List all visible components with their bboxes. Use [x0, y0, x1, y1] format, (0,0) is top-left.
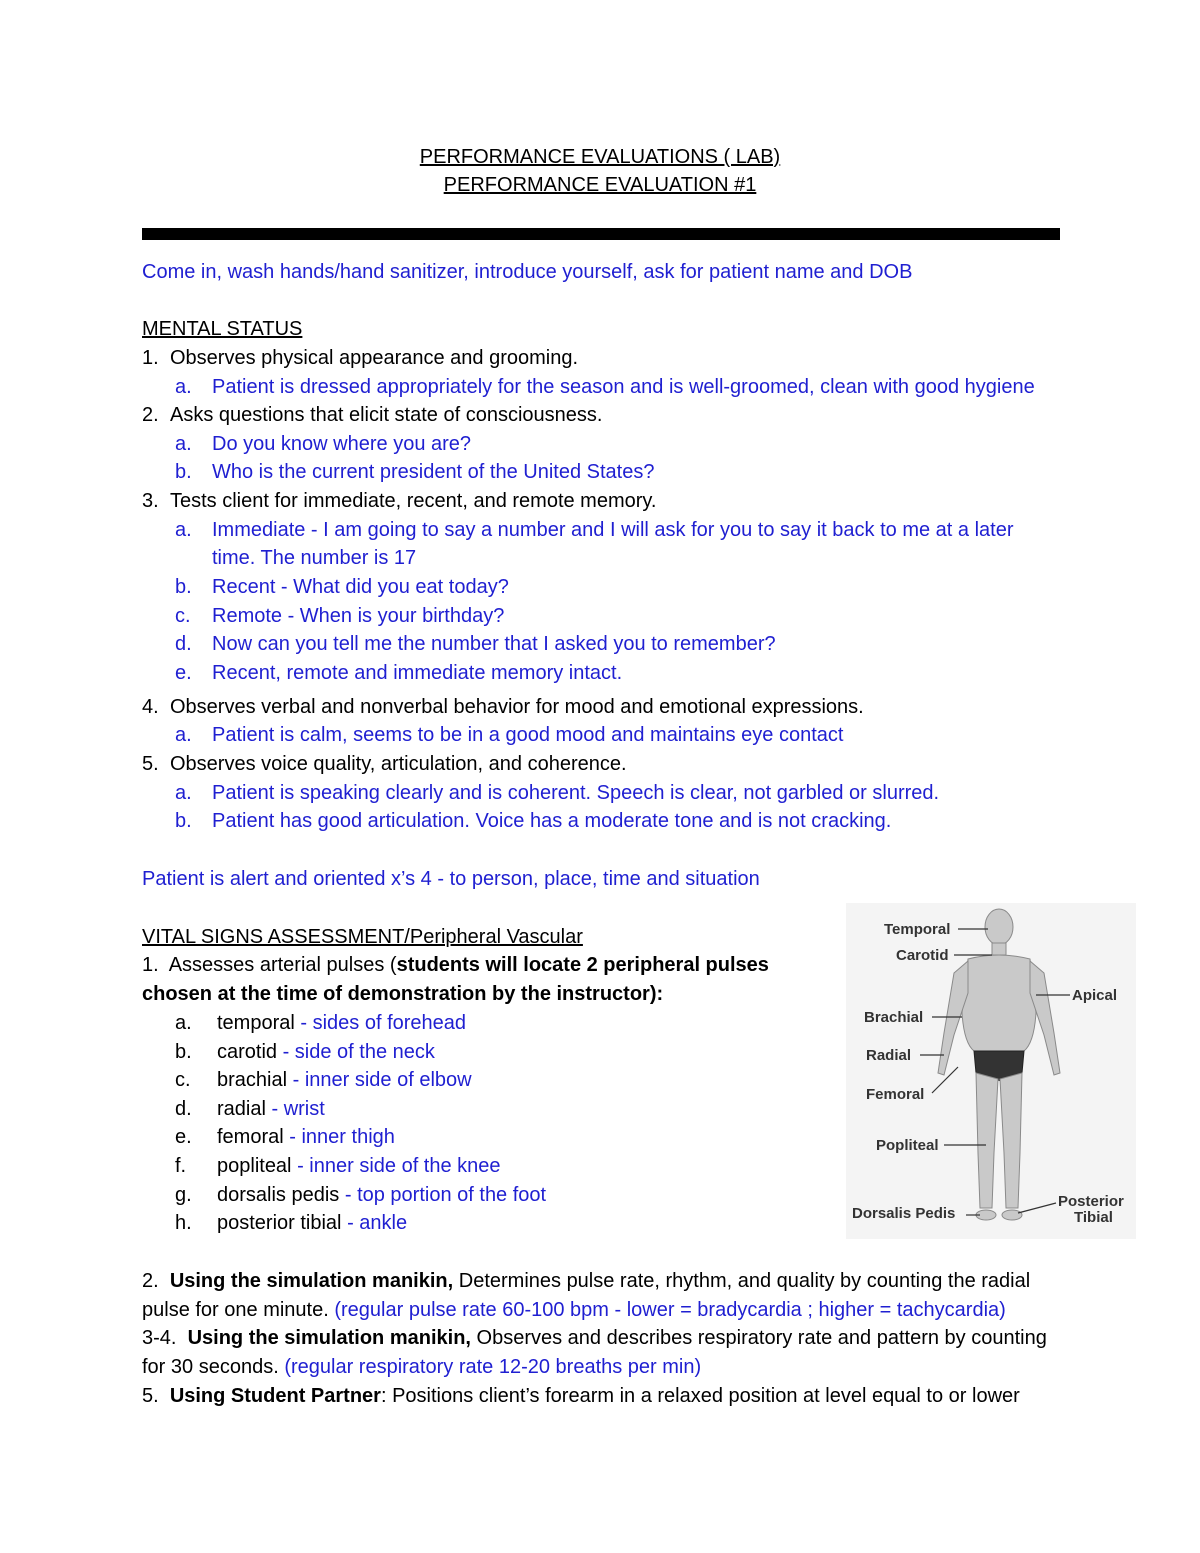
doc-title: PERFORMANCE EVALUATIONS ( LAB) — [419, 146, 781, 168]
ms-item-2b: Who is the current president of the United States? — [212, 461, 655, 483]
ms-summary: Patient is alert and oriented x’s 4 - to person, place, time and situation — [142, 868, 760, 890]
doc-subtitle: PERFORMANCE EVALUATION #1 — [443, 174, 757, 196]
vitals-item-2-cont — [142, 1298, 1006, 1322]
pulse-name: temporal — [217, 1012, 295, 1034]
ms-item-5b: Patient has good articulation. Voice has a moderate tone and is not cracking. — [212, 810, 892, 832]
mental-status-heading: MENTAL STATUS — [142, 318, 303, 340]
divider-bar — [142, 228, 1060, 240]
vitals-item-1-num: 1. — [142, 954, 159, 976]
label-temporal: Temporal — [884, 921, 951, 938]
vitals-item-34-text: Observes and describes respiratory rate and pattern by counting — [476, 1327, 1047, 1349]
pulse-name: radial — [217, 1098, 266, 1120]
pulse-name: brachial — [217, 1069, 288, 1091]
label-tibial: Tibial — [1074, 1209, 1113, 1226]
pulse-name: carotid — [217, 1041, 278, 1063]
ms-item-5: Observes voice quality, articulation, and coherence. — [170, 753, 627, 775]
label-carotid: Carotid — [896, 947, 949, 964]
ms-item-1-num: 1. — [142, 347, 159, 369]
pulse-item — [175, 1068, 472, 1092]
pulse-name: popliteal — [217, 1155, 292, 1177]
pulse-letter: f. — [175, 1155, 187, 1177]
pulse-points-figure — [846, 903, 1136, 1239]
ms-item-3b-letter: b. — [175, 576, 192, 598]
label-brachial: Brachial — [864, 1009, 924, 1026]
ms-item-4a-letter: a. — [175, 724, 192, 746]
pulse-name: dorsalis pedis — [217, 1184, 340, 1206]
ms-item-1a-letter: a. — [175, 376, 192, 398]
vitals-item-34-num: 3-4. — [142, 1327, 177, 1349]
label-popliteal: Popliteal — [876, 1137, 939, 1154]
vitals-item-2-line2: pulse for one minute. — [142, 1299, 329, 1321]
vitals-item-34-cont — [142, 1355, 701, 1379]
vitals-item-1-text: Assesses arterial pulses ( — [168, 954, 397, 976]
pulse-letter: e. — [175, 1126, 192, 1148]
ms-item-4a: Patient is calm, seems to be in a good mood and maintains eye contact — [212, 724, 844, 746]
ms-item-2a: Do you know where you are? — [212, 433, 472, 455]
pulse-item — [175, 1154, 501, 1178]
pulse-description: - top portion of the foot — [344, 1184, 547, 1206]
ms-item-3a-letter: a. — [175, 519, 192, 541]
vitals-item-5-bold: Using Student Partner — [169, 1385, 381, 1407]
pulse-description: - inner side of the knee — [297, 1155, 501, 1177]
vitals-item-2-text: Determines pulse rate, rhythm, and quality by counting the radial — [458, 1270, 1031, 1292]
ms-item-1: Observes physical appearance and grooming. — [170, 347, 579, 369]
ms-item-2b-letter: b. — [175, 461, 192, 483]
ms-item-3: Tests client for immediate, recent, and remote memory. — [170, 490, 657, 512]
vitals-item-2-bold: Using the simulation manikin, — [169, 1270, 454, 1292]
pulse-description: - ankle — [347, 1212, 408, 1234]
pulse-description: - inner thigh — [289, 1126, 395, 1148]
pulse-letter: c. — [175, 1069, 191, 1091]
pulse-description: - wrist — [271, 1098, 325, 1120]
ms-item-3a: Immediate - I am going to say a number and I will ask for you to say it back to me at a later — [212, 519, 1014, 541]
ms-item-3e: Recent, remote and immediate memory intact. — [212, 662, 623, 684]
ms-item-5b-letter: b. — [175, 810, 192, 832]
label-radial: Radial — [866, 1047, 912, 1064]
vitals-item-5-text: : Positions client’s forearm in a relaxed position at level equal to or lower — [380, 1385, 1020, 1407]
vitals-item-5-num: 5. — [142, 1385, 159, 1407]
ms-item-3a-cont: time. The number is 17 — [212, 547, 417, 569]
vitals-item-34-blue: (regular respiratory rate 12-20 breaths per min) — [284, 1356, 702, 1378]
pulse-item — [175, 1040, 435, 1064]
ms-item-3c-letter: c. — [175, 605, 191, 627]
label-posterior: Posterior — [1058, 1193, 1124, 1210]
pulse-item — [175, 1183, 546, 1207]
vitals-item-34-bold: Using the simulation manikin, — [187, 1327, 471, 1349]
ms-item-3d: Now can you tell me the number that I asked you to remember? — [212, 633, 776, 655]
ms-item-5a: Patient is speaking clearly and is coherent. Speech is clear, not garbled or slurred. — [212, 782, 940, 804]
pulse-letter: h. — [175, 1212, 192, 1234]
pulse-letter: a. — [175, 1012, 192, 1034]
vitals-item-34-line2: for 30 seconds. — [142, 1356, 279, 1378]
vitals-item-1-cont: chosen at the time of demonstration by the instructor): — [142, 983, 664, 1005]
vitals-item-2-num: 2. — [142, 1270, 159, 1292]
pulse-letter: b. — [175, 1041, 192, 1063]
ms-item-4-num: 4. — [142, 696, 159, 718]
vitals-item-2-blue: (regular pulse rate 60-100 bpm - lower = bradycardia ; higher = tachycardia) — [334, 1299, 1006, 1321]
ms-item-3c: Remote - When is your birthday? — [212, 605, 505, 627]
ms-item-3d-letter: d. — [175, 633, 192, 655]
vitals-item-2 — [142, 1269, 1030, 1293]
vitals-item-34 — [142, 1326, 1047, 1350]
pulse-description: - sides of forehead — [300, 1012, 467, 1034]
ms-item-3-num: 3. — [142, 490, 159, 512]
pulse-letter: d. — [175, 1098, 192, 1120]
vitals-item-5 — [142, 1384, 1020, 1408]
ms-item-3b: Recent - What did you eat today? — [212, 576, 509, 598]
vitals-item-1 — [142, 953, 769, 977]
ms-item-2a-letter: a. — [175, 433, 192, 455]
pulse-item — [175, 1097, 325, 1121]
pulse-name: femoral — [217, 1126, 284, 1148]
vitals-item-1-bold: students will locate 2 peripheral pulses — [396, 954, 769, 976]
intro-line: Come in, wash hands/hand sanitizer, introduce yourself, ask for patient name and DOB — [142, 261, 913, 283]
ms-item-5-num: 5. — [142, 753, 159, 775]
pulse-item — [175, 1125, 395, 1149]
label-apical: Apical — [1072, 987, 1118, 1004]
ms-item-4: Observes verbal and nonverbal behavior for mood and emotional expressions. — [170, 696, 864, 718]
vitals-heading: VITAL SIGNS ASSESSMENT/Peripheral Vascular — [142, 926, 583, 948]
label-dorsalis-pedis: Dorsalis Pedis — [852, 1205, 956, 1222]
pulse-item — [175, 1211, 407, 1235]
pulse-description: - inner side of elbow — [292, 1069, 472, 1091]
ms-item-2: Asks questions that elicit state of consciousness. — [170, 404, 603, 426]
pulse-letter: g. — [175, 1184, 192, 1206]
pulse-name: posterior tibial — [217, 1212, 342, 1234]
label-femoral: Femoral — [866, 1086, 925, 1103]
ms-item-1a: Patient is dressed appropriately for the season and is well-groomed, clean with good hygiene — [212, 376, 1035, 398]
pulse-item — [175, 1011, 466, 1035]
ms-item-2-num: 2. — [142, 404, 159, 426]
pulse-description: - side of the neck — [282, 1041, 435, 1063]
ms-item-5a-letter: a. — [175, 782, 192, 804]
ms-item-3e-letter: e. — [175, 662, 192, 684]
